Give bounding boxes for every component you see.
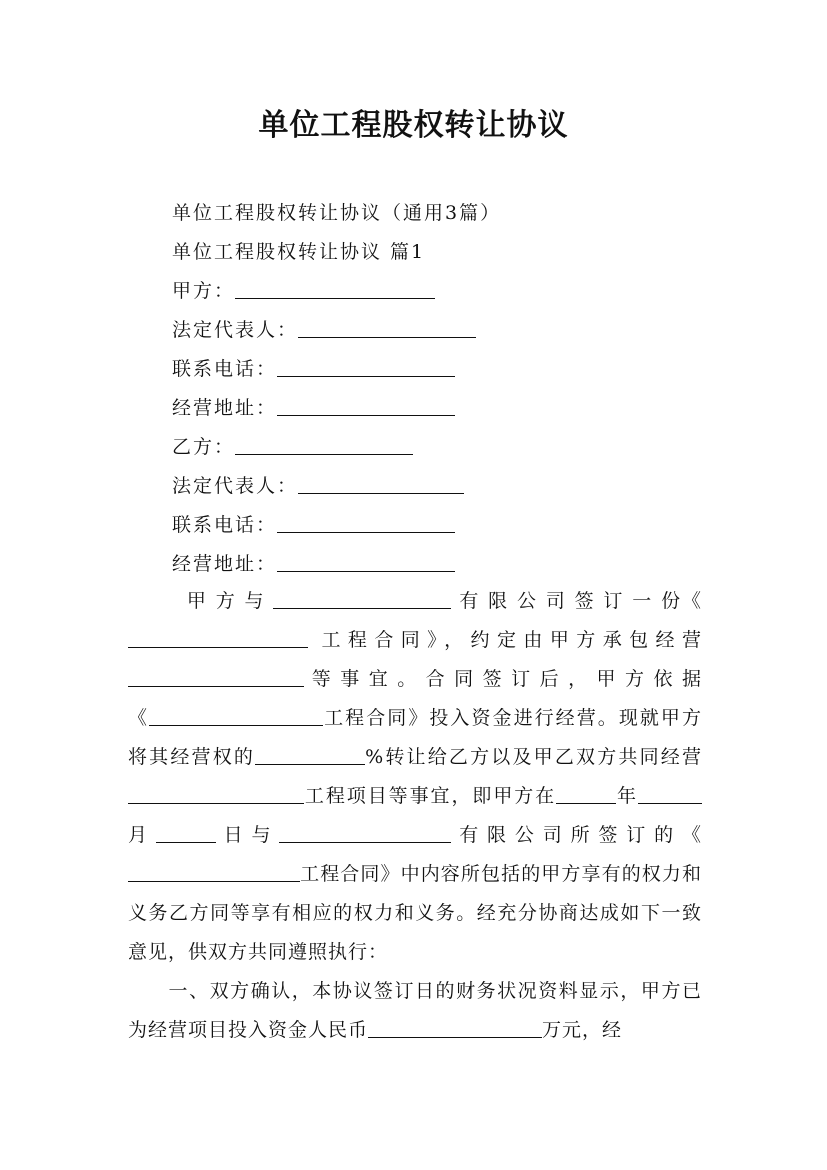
party-a-address-label: 经营地址：	[172, 397, 278, 419]
party-b-phone-label: 联系电话：	[172, 514, 278, 536]
party-a-phone-blank	[277, 358, 455, 377]
day-blank	[156, 824, 216, 843]
p1-text-13: 有限公司所签订的《	[451, 824, 702, 846]
p1-text-7: 工程合同》投入资金进行经营。现就甲方将其经营权的	[128, 707, 702, 768]
contract-name-blank-2	[149, 707, 323, 726]
month-blank	[638, 785, 702, 804]
p1-text-10: 年	[616, 785, 638, 807]
amount-blank	[368, 1019, 542, 1038]
party-b-label: 乙方：	[172, 436, 236, 458]
p1-text-1: 甲 方 与	[186, 590, 266, 612]
p1-text-3: 《	[681, 590, 702, 612]
body-paragraph-2	[128, 972, 702, 1050]
party-b-legal-rep-blank	[298, 475, 464, 494]
document-subtitle: 单位工程股权转让协议（通用3篇）	[172, 202, 502, 224]
party-b-phone-blank	[277, 514, 455, 533]
p1-text-12: 日与	[215, 824, 280, 846]
p1-text-11: 月	[128, 824, 156, 846]
contract-name-blank	[128, 629, 308, 648]
matter-blank	[128, 668, 304, 687]
p2-text-1: 一、双方确认，本协议签订日的财务状况资料显示，甲方已为经营项目投入资金人民币	[128, 980, 702, 1041]
p1-text-9: 工程项目等事宜，即甲方在	[304, 785, 557, 807]
party-a-legal-rep-line	[172, 315, 476, 342]
party-a-label: 甲方：	[172, 280, 236, 302]
document-title: 单位工程股权转让协议	[258, 108, 569, 143]
party-a-address-line	[172, 393, 455, 420]
project-name-blank	[128, 785, 304, 804]
party-b-address-blank	[277, 553, 455, 572]
company-name-blank-2	[279, 824, 451, 843]
party-a-legal-rep-blank	[298, 319, 476, 338]
company-name-blank	[273, 590, 451, 609]
p1-text-2: 有 限 公 司 签 订 一 份	[459, 590, 682, 612]
body-paragraph-1	[128, 582, 702, 972]
party-b-line	[172, 432, 413, 459]
year-blank	[556, 785, 616, 804]
p1-text-4: 工程合同》，约定由甲方承包经营	[321, 629, 702, 651]
percent-blank	[255, 746, 365, 765]
section-heading: 单位工程股权转让协议 篇1	[172, 241, 426, 263]
p2-text-2: 万元，经	[542, 1019, 623, 1041]
party-a-address-blank	[277, 397, 455, 416]
party-a-legal-rep-label: 法定代表人：	[172, 319, 299, 341]
p1-text-6: 《	[128, 707, 150, 729]
party-b-address-label: 经营地址：	[172, 553, 278, 575]
contract-name-blank-3	[128, 863, 300, 882]
p1-text-8: %转让给乙方以及甲乙双方共同经营	[365, 746, 702, 768]
party-a-phone-line	[172, 354, 455, 381]
party-b-phone-line	[172, 510, 455, 537]
p1-text-14: 工程合同》中内容所包括的甲方享有的权力和义务乙方同等享有相应的权力和义务。经充分协商达成如下一致意见，供双方共同遵照执行：	[128, 863, 702, 963]
party-b-address-line	[172, 549, 455, 576]
party-a-phone-label: 联系电话：	[172, 358, 278, 380]
party-a-blank	[235, 280, 435, 299]
party-a-line	[172, 276, 435, 303]
party-b-legal-rep-line	[172, 471, 464, 498]
p1-text-5: 等 事 宜 。 合 同 签 订 后 ， 甲 方 依 据	[311, 668, 702, 690]
party-b-legal-rep-label: 法定代表人：	[172, 475, 299, 497]
party-b-blank	[235, 436, 413, 455]
